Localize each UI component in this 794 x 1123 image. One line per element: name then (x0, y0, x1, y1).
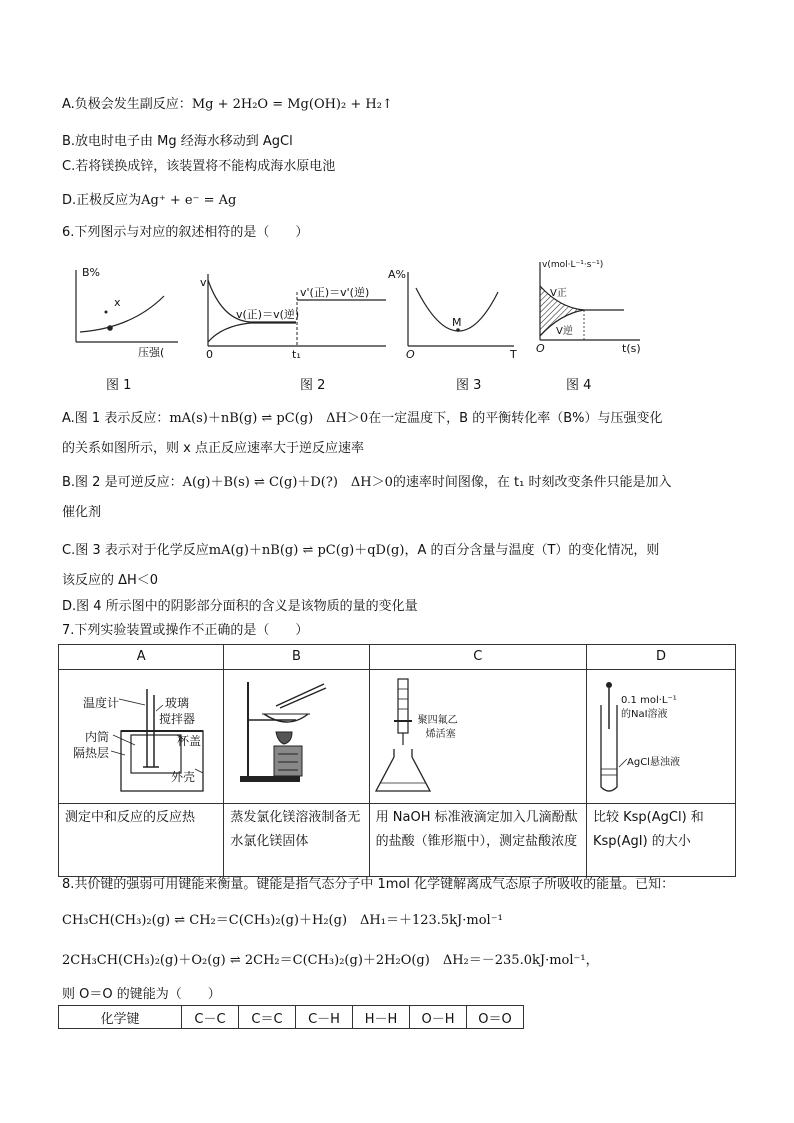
fig4-caption: 图 4 (566, 378, 592, 393)
q7-desc-c: 用 NaOH 标准液滴定加入几滴酚酞的盐酸（锥形瓶中），测定盐酸浓度 (369, 804, 586, 877)
q7-a-insulation-label: 隔热层 (73, 745, 110, 760)
bond-c-c: C－C (182, 1006, 239, 1029)
q7-c-label-1: 聚四氟乙 (417, 714, 458, 726)
q8-equation-1: CH₃CH(CH₃)₂(g) ⇌ CH₂＝C(CH₃)₂(g)＋H₂(g) ΔH₁＝＋123.5kJ·mol⁻¹ (62, 913, 503, 928)
bond-o-h: O－H (410, 1006, 467, 1029)
q7-figure-c (369, 670, 586, 804)
fig1-xlabel: 压强( (138, 346, 165, 359)
fig4-origin: O (536, 342, 545, 355)
bond-c-h: C－H (296, 1006, 353, 1029)
q5-option-c: C.若将镁换成锌，该装置将不能构成海水原电池 (62, 159, 336, 174)
fig2-curve-label: v(正)＝v(逆) (236, 308, 300, 321)
fig4-xlabel: t(s) (622, 342, 641, 355)
q7-header-c: C (369, 645, 586, 670)
q7-table (58, 644, 736, 877)
q8-question: 则 O＝O 的键能为（ ） (62, 987, 221, 1002)
figure-4 (532, 258, 644, 354)
fig3-ylabel: A% (388, 268, 406, 281)
q7-figure-b (224, 670, 369, 804)
fig3-origin: O (406, 348, 415, 361)
q7-c-label-2: 烯活塞 (425, 728, 456, 740)
q7-desc-b: 蒸发氯化镁溶液制备无水氯化镁固体 (224, 804, 369, 877)
q5-option-d-text: D.正极反应为 (62, 193, 142, 208)
fig1-caption: 图 1 (106, 378, 132, 393)
q8-stem: 8.共价键的强弱可用键能来衡量。键能是指气态分子中 1mol 化学键解离成气态原子所吸收的能量。已知： (62, 877, 675, 892)
q7-d-nai-label: 的NaI溶液 (621, 708, 668, 720)
q7-d-agcl-label: AgCl悬浊液 (627, 756, 680, 768)
q7-figure-d (587, 670, 736, 804)
q5-option-a-text: A.负极会发生副反应： (62, 97, 192, 112)
q7-header-d: D (587, 645, 736, 670)
q6-option-d: D.图 4 所示图中的阴影部分面积的含义是该物质的量的变化量 (62, 599, 418, 614)
q7-header-b: B (224, 645, 369, 670)
fig2-origin: 0 (206, 348, 213, 361)
q7-stem: 7.下列实验装置或操作不正确的是（ ） (62, 623, 309, 638)
q6-option-b: B.图 2 是可逆反应：A(g)＋B(s) ⇌ C(g)＋D(?) ΔH＞0的速率时间图像，在 t₁ 时刻改变条件只能是加入 催化剂 (62, 475, 672, 520)
q5-option-d (62, 192, 236, 210)
q6-option-a: A.图 1 表示反应：mA(s)＋nB(g) ⇌ pC(g) ΔH＞0在一定温度下，B 的平衡转化率（B%）与压强变化 的关系如图所示，则 x 点正反应速率大于逆反应速率 (62, 411, 663, 456)
q7-figure-a (59, 670, 224, 804)
q5-option-b: B.放电时电子由 Mg 经海水移动到 AgCl (62, 134, 293, 149)
q5-option-d-formula: Ag⁺ + e⁻ = Ag (141, 193, 237, 208)
q7-desc-a: 测定中和反应的反应热 (59, 804, 224, 877)
fig2-ylabel: v (200, 276, 207, 289)
q7-header-a: A (59, 645, 224, 670)
figure-1 (62, 262, 182, 362)
q7-a-thermometer-label: 温度计 (83, 695, 120, 710)
q8-bond-table (58, 1005, 524, 1029)
q7-a-shell-label: 外壳 (171, 769, 196, 784)
fig3-caption: 图 3 (456, 378, 482, 393)
figure-2 (200, 268, 390, 364)
q8-equation-2: 2CH₃CH(CH₃)₂(g)＋O₂(g) ⇌ 2CH₂＝C(CH₃)₂(g)＋2H₂O(g) ΔH₂＝－235.0kJ·mol⁻¹， (62, 953, 599, 968)
fig1-equilibrium-point (107, 325, 113, 331)
fig1-ylabel: B% (82, 266, 100, 279)
figure-3 (388, 262, 518, 362)
q5-option-a-formula: Mg + 2H₂O = Mg(OH)₂ + H₂↑ (191, 97, 393, 112)
q7-a-inner-label: 内筒 (85, 729, 110, 744)
q6-option-c: C.图 3 表示对于化学反应mA(g)＋nB(g) ⇌ pC(g)＋qD(g)，A 的百分含量与温度（T）的变化情况，则 该反应的 ΔH＜0 (62, 543, 660, 588)
q6-stem: 6.下列图示与对应的叙述相符的是（ ） (62, 225, 309, 240)
fig4-v-reverse: V逆 (556, 326, 573, 337)
q7-d-concentration-label: 0.1 mol·L⁻¹ (621, 694, 677, 706)
bond-h-h: H－H (353, 1006, 410, 1029)
fig4-ylabel: v(mol·L⁻¹·s⁻¹) (542, 260, 604, 270)
bond-c-double-c: C＝C (239, 1006, 296, 1029)
fig1-point-x: x (114, 296, 121, 309)
fig2-caption: 图 2 (300, 378, 326, 393)
bond-o-double-o: O＝O (467, 1006, 524, 1029)
fig4-v-forward: V正 (550, 288, 567, 299)
q7-a-lid-label: 杯盖 (177, 733, 202, 748)
q7-a-stirrer-label: 搅拌器 (159, 711, 196, 726)
fig2-t1: t₁ (292, 348, 301, 361)
bond-header-label: 化学键 (59, 1006, 182, 1029)
q5-option-a (62, 96, 393, 114)
fig2-box-label: v'(正)＝v'(逆) (300, 286, 370, 299)
fig3-point-m: M (452, 316, 462, 329)
q7-a-glass-label: 玻璃 (165, 695, 190, 710)
fig3-xlabel: T (510, 348, 517, 361)
q7-desc-d: 比较 Ksp(AgCl) 和 Ksp(AgI) 的大小 (587, 804, 736, 877)
